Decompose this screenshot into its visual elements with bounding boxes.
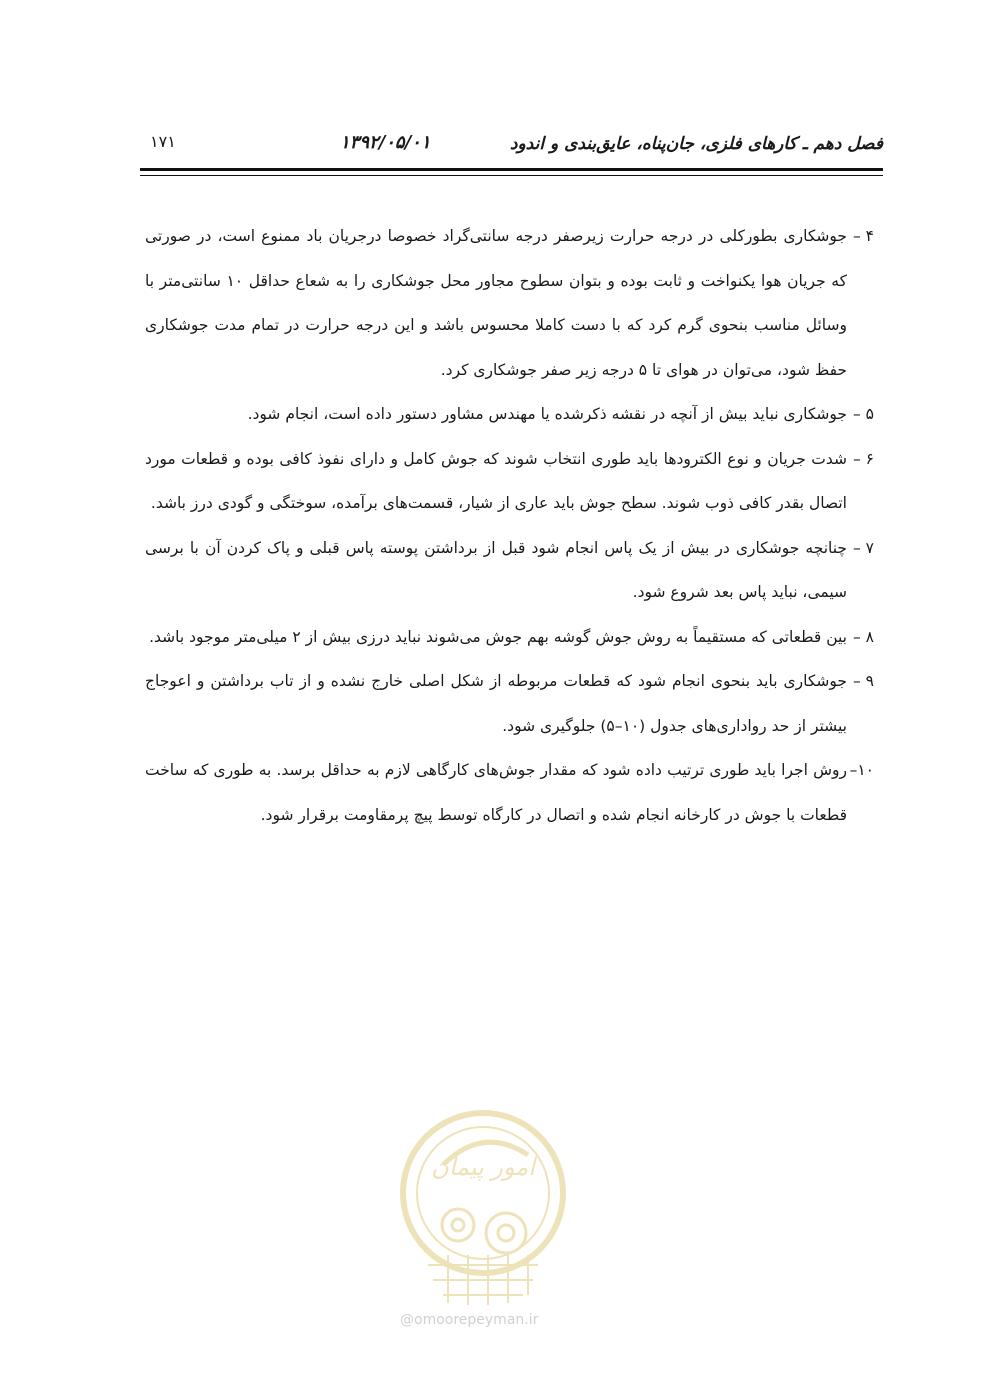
watermark-logo-icon	[388, 1105, 578, 1315]
item-text: چنانچه جوشکاری در بیش از یک پاس انجام شود قبل از برداشتن پوسته پاس قبلی و پاک کردن آن با برسی سیمی، نباید پاس بعد شروع شود.	[145, 538, 847, 601]
header-rule-thick	[140, 168, 883, 171]
list-item-7	[145, 526, 874, 615]
list-item-10	[145, 748, 874, 837]
item-text: شدت جریان و نوع الکترودها باید طوری انتخاب شوند که جوش کامل و دارای نفوذ کافی بوده و قطعات مورد اتصال بقدر کافی ذوب شوند. سطح جوش باید عاری از شیار، قسمت‌های برآمده، سوختگی و گودی درز باشد.	[145, 449, 847, 512]
item-number: ۷ –	[852, 538, 874, 557]
list-item-6	[145, 437, 874, 526]
body-content	[145, 214, 874, 837]
item-text: بین قطعاتی که مستقیماً به روش جوش گوشه بهم جوش می‌شوند نباید درزی بیش از ۲ میلی‌متر موجود باشد.	[149, 627, 847, 646]
item-number: ۶ –	[852, 449, 874, 468]
item-text: جوشکاری نباید بیش از آنچه در نقشه ذکرشده یا مهندس مشاور دستور داده است، انجام شود.	[247, 405, 847, 423]
header-rule-thin	[140, 175, 883, 176]
item-number: ۵ –	[852, 405, 874, 423]
item-number: ۸ –	[852, 627, 874, 646]
item-text: روش اجرا باید طوری ترتیب داده شود که مقدار جوش‌های کارگاهی لازم به حداقل برسد. به طوری که ساخت قطعات با جوش در کارخانه انجام شده و اتصال در کارگاه توسط پیچ پرمقاومت برقرار شود.	[145, 761, 847, 824]
list-item-4	[145, 214, 874, 392]
list-item-9	[145, 659, 874, 748]
page-number: ۱۷۱	[150, 132, 176, 151]
list-item-8	[145, 615, 874, 660]
header-date: ۱۳۹۲/۰۵/۰۱	[340, 132, 431, 153]
page-header	[140, 128, 883, 164]
item-text: جوشکاری باید بنحوی انجام شود که قطعات مربوطه از شکل اصلی خارج نشده و از تاب برداشتن و اعوجاج بیشتر از حد رواداری‌های جدول (۱۰–۵) جلوگیری شود.	[145, 672, 847, 735]
chapter-title: فصل دهم ـ کارهای فلزی، جان‌پناه، عایق‌بندی و اندود	[509, 134, 883, 154]
item-number: ۴ –	[852, 227, 874, 245]
item-number: ۱۰–	[849, 761, 874, 779]
watermark-logo-text: امور پیمان	[431, 1153, 535, 1181]
item-number: ۹ –	[852, 672, 874, 690]
item-text: جوشکاری بطورکلی در درجه حرارت زیرصفر درجه سانتی‌گراد خصوصا درجریان باد ممنوع است، در صورتی که جریان هوا یکنواخت و ثابت بوده و بتوان سطوح مجاور محل جوشکاری را به شعاع حداقل ۱۰ سانتی‌متر با وسائل مناسب بنحوی گرم کرد که با دست کاملا محسوس باشد و این درجه حرارت در تمام مدت جوشکاری حفظ شود، می‌توان در هوای تا ۵ درجه زیر صفر جوشکاری کرد.	[145, 227, 847, 379]
watermark-site: @omoorepeyman.ir	[400, 1312, 539, 1328]
list-item-5	[145, 392, 874, 437]
